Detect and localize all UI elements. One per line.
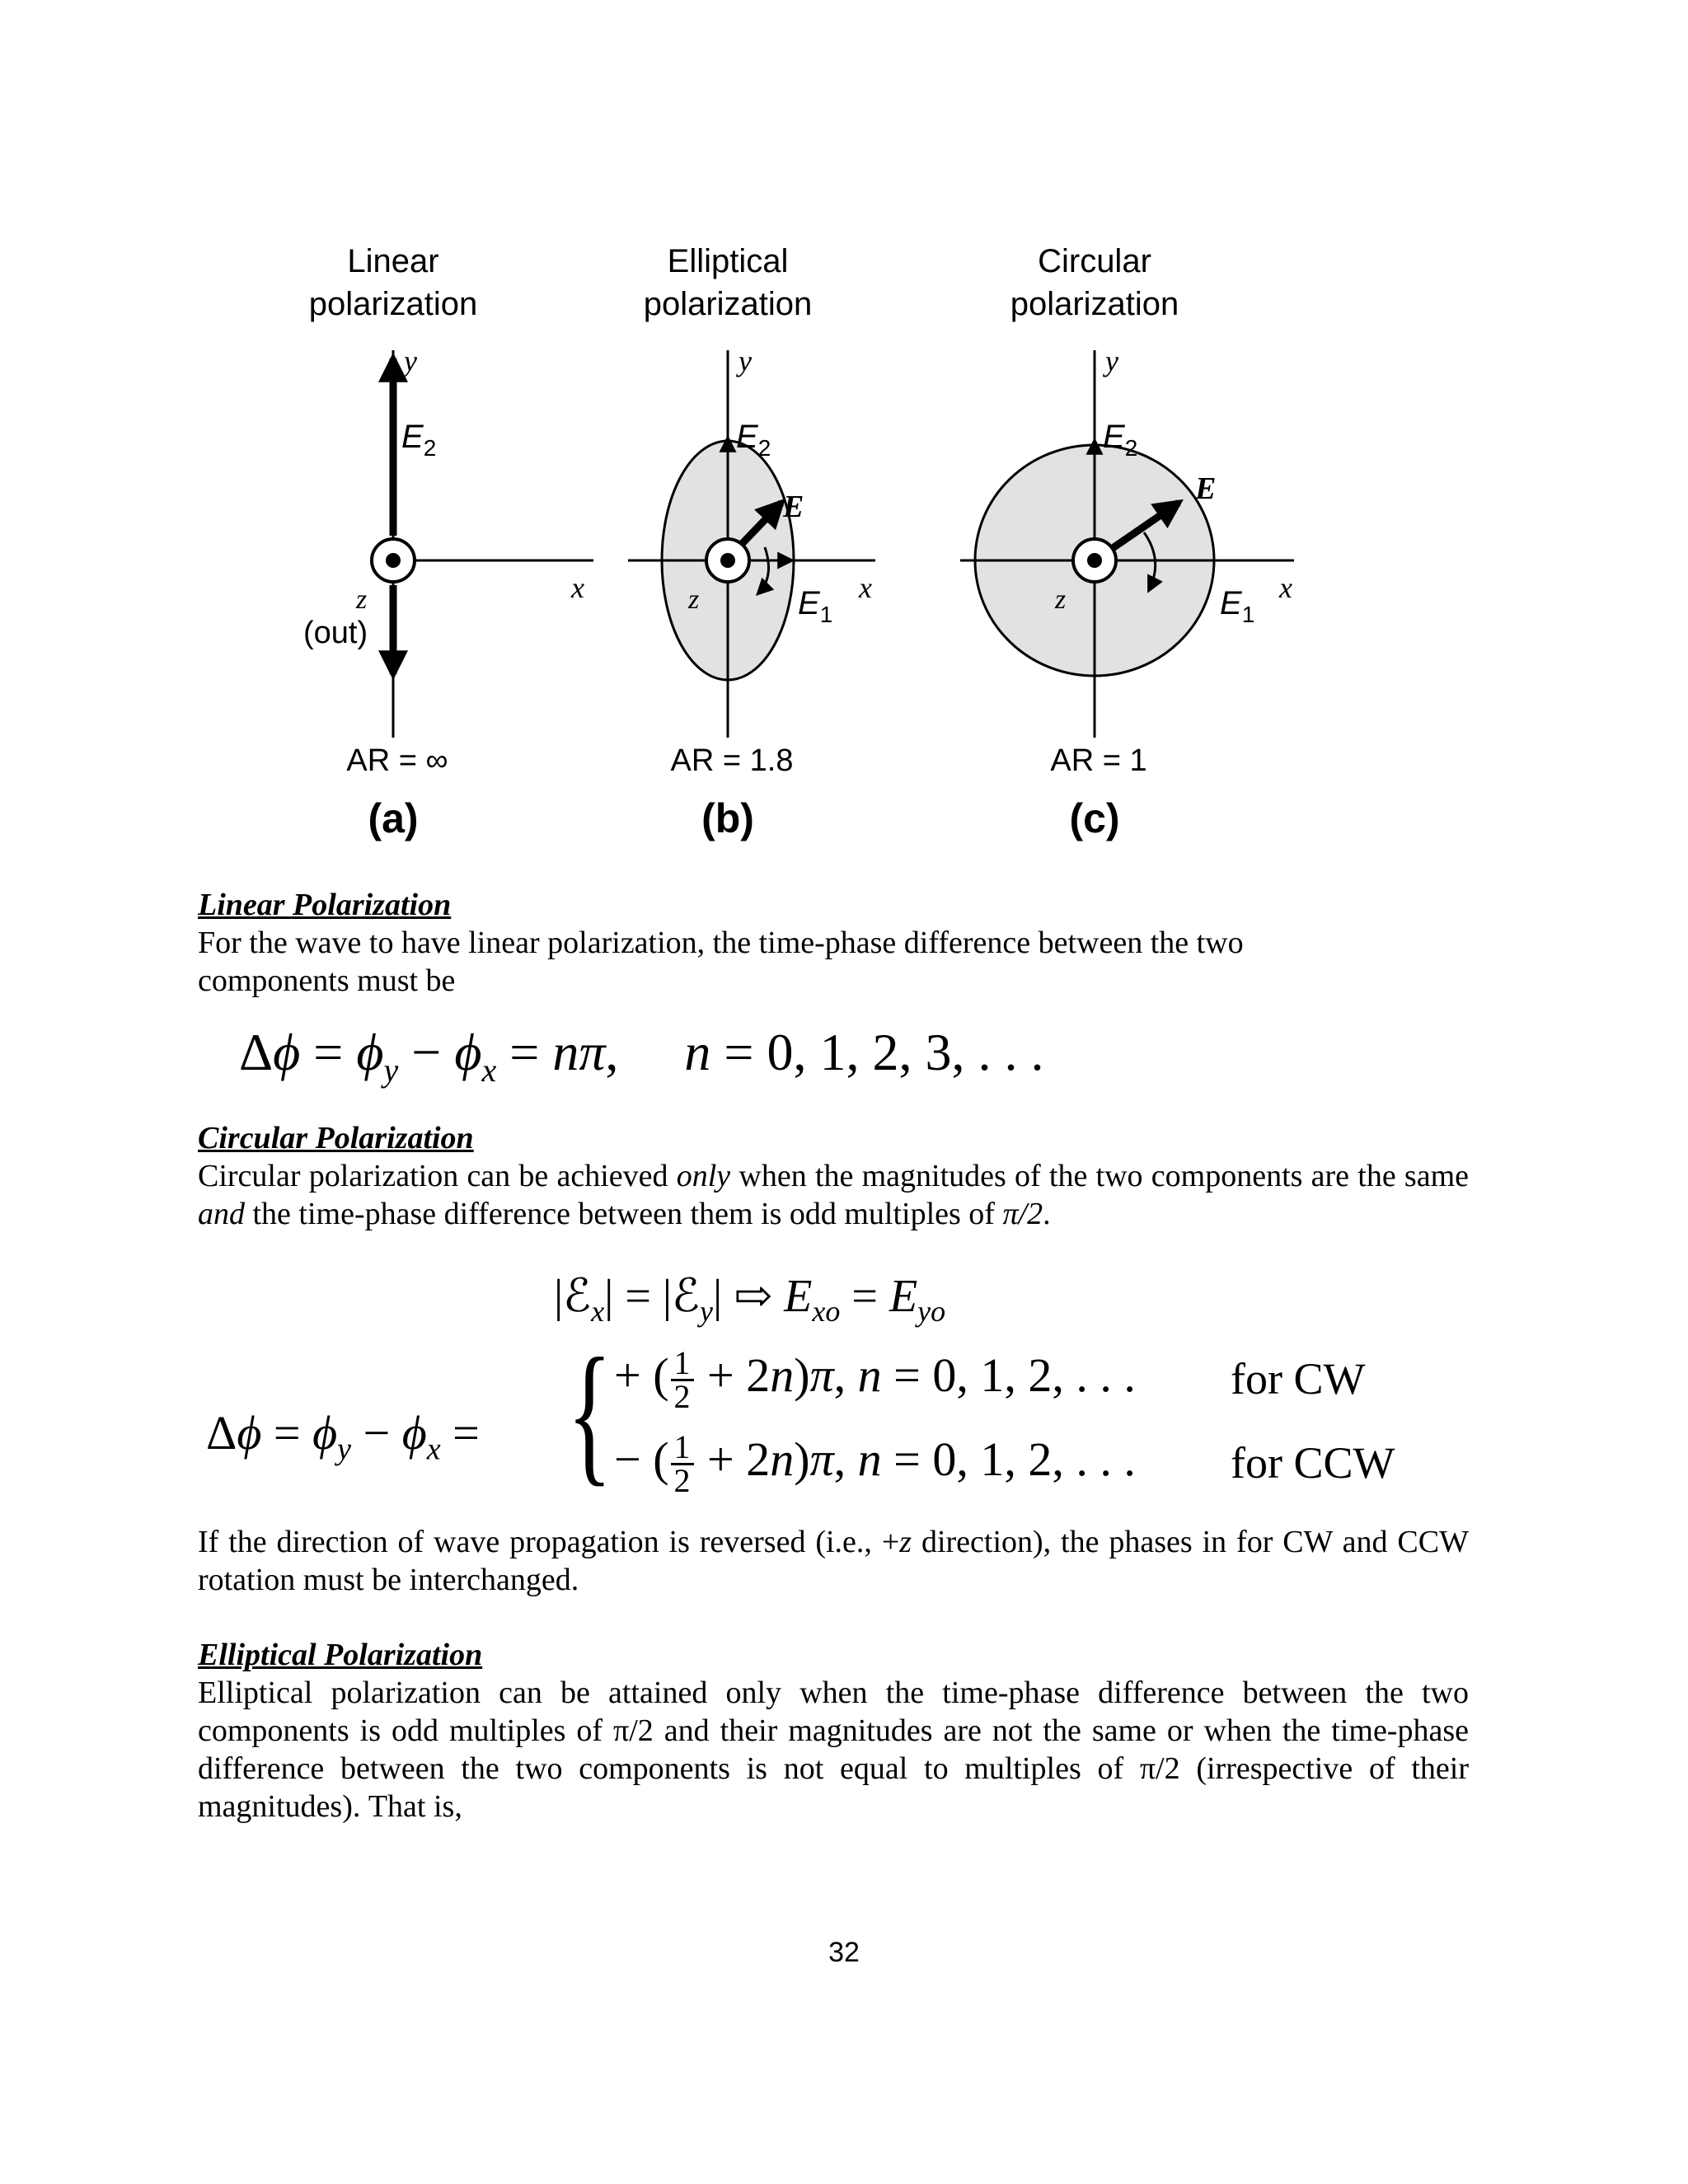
panel-b-title-line1: Elliptical [667, 243, 789, 279]
x-label: x [859, 571, 872, 604]
panel-c-title-line2: polarization [1010, 286, 1179, 322]
elliptical-heading: Elliptical Polarization [198, 1638, 483, 1672]
z-label: z [688, 584, 700, 615]
page-number: 32 [828, 1937, 860, 1968]
e-label: E [783, 490, 804, 524]
elliptical-section [198, 1636, 1469, 1825]
x-label: x [1279, 571, 1292, 604]
linear-body: For the wave to have linear polarization, the time-phase difference between the two components must be [198, 926, 1244, 998]
cw-label: for CW [1231, 1354, 1366, 1404]
x-label: x [571, 571, 584, 604]
e-label: E [1195, 471, 1217, 506]
panel-a-tag: (a) [368, 795, 419, 841]
magnitude-equation: |ℰ$_x$| = |ℰ$_y$| ⇨ $E_{xo} = E_{yo}$ [554, 1271, 946, 1329]
circular-phase-lhs: $\Delta\phi = \phi_y - \phi_x$ = [206, 1406, 480, 1467]
y-label: y [738, 344, 752, 377]
panel-b-ar: AR = 1.8 [670, 743, 794, 778]
panel-elliptical [628, 243, 875, 841]
linear-section [198, 886, 1469, 1000]
linear-heading: Linear Polarization [198, 888, 452, 922]
circular-section [198, 1119, 1469, 1233]
polarization-figure [247, 223, 1401, 865]
e1-label: $E_1$ [798, 585, 833, 627]
panel-b-tag: (b) [701, 795, 754, 841]
panel-c-ar: AR = 1 [1050, 743, 1147, 778]
cw-case: + ( $\frac{1}{2}$ + 2n)π, n = 0, 1, 2, . . . [614, 1344, 1136, 1416]
z-label: z [1055, 584, 1067, 615]
ccw-label: for CCW [1231, 1438, 1395, 1488]
panel-c-title-line1: Circular [1038, 243, 1151, 279]
y-label: y [404, 344, 417, 377]
out-label: (out) [303, 616, 368, 650]
n-values: 0, 1, 2, 3, . . . [767, 1023, 1044, 1081]
circular-body: Circular polarization can be achieved only when the magnitudes of the two components are the same and the time-phase difference between them is odd multiples of π/2. [198, 1159, 1469, 1231]
reversal-note: If the direction of wave propagation is reversed (i.e., +z direction), the phases in for CW and CCW rotation must be interchanged. [198, 1525, 1469, 1597]
e1-label: $E_1$ [1220, 585, 1255, 627]
panel-a-ar: AR = ∞ [346, 743, 448, 778]
circular-heading: Circular Polarization [198, 1121, 474, 1155]
e2-label: $E_2$ [1103, 419, 1138, 461]
elliptical-body: Elliptical polarization can be attained only when the time-phase difference between the two components is odd multiples of π/2 and their magnitudes are not the same or when the time-phase difference between the two components is not equal to multiples of π/2 (irrespective of their magnitudes). That is, [198, 1675, 1469, 1824]
e2-label: $E_2$ [401, 419, 437, 461]
ccw-case: − ( $\frac{1}{2}$ + 2n)π, n = 0, 1, 2, . . . [614, 1428, 1136, 1500]
y-label: y [1105, 344, 1118, 377]
panel-a-title-line1: Linear [347, 243, 439, 279]
panel-b-title-line2: polarization [643, 286, 813, 322]
brace: { [567, 1327, 612, 1500]
panel-circular [960, 243, 1294, 841]
panel-a-title-line2: polarization [308, 286, 478, 322]
linear-phase-equation: $\Delta\phi = \phi_y - \phi_x = n\pi$, n = 0, 1, 2, 3, . . . [239, 1023, 1044, 1089]
z-label: z [356, 584, 368, 615]
e2-label: $E_2$ [736, 419, 771, 461]
panel-c-tag: (c) [1069, 795, 1120, 841]
panel-linear [303, 243, 593, 841]
